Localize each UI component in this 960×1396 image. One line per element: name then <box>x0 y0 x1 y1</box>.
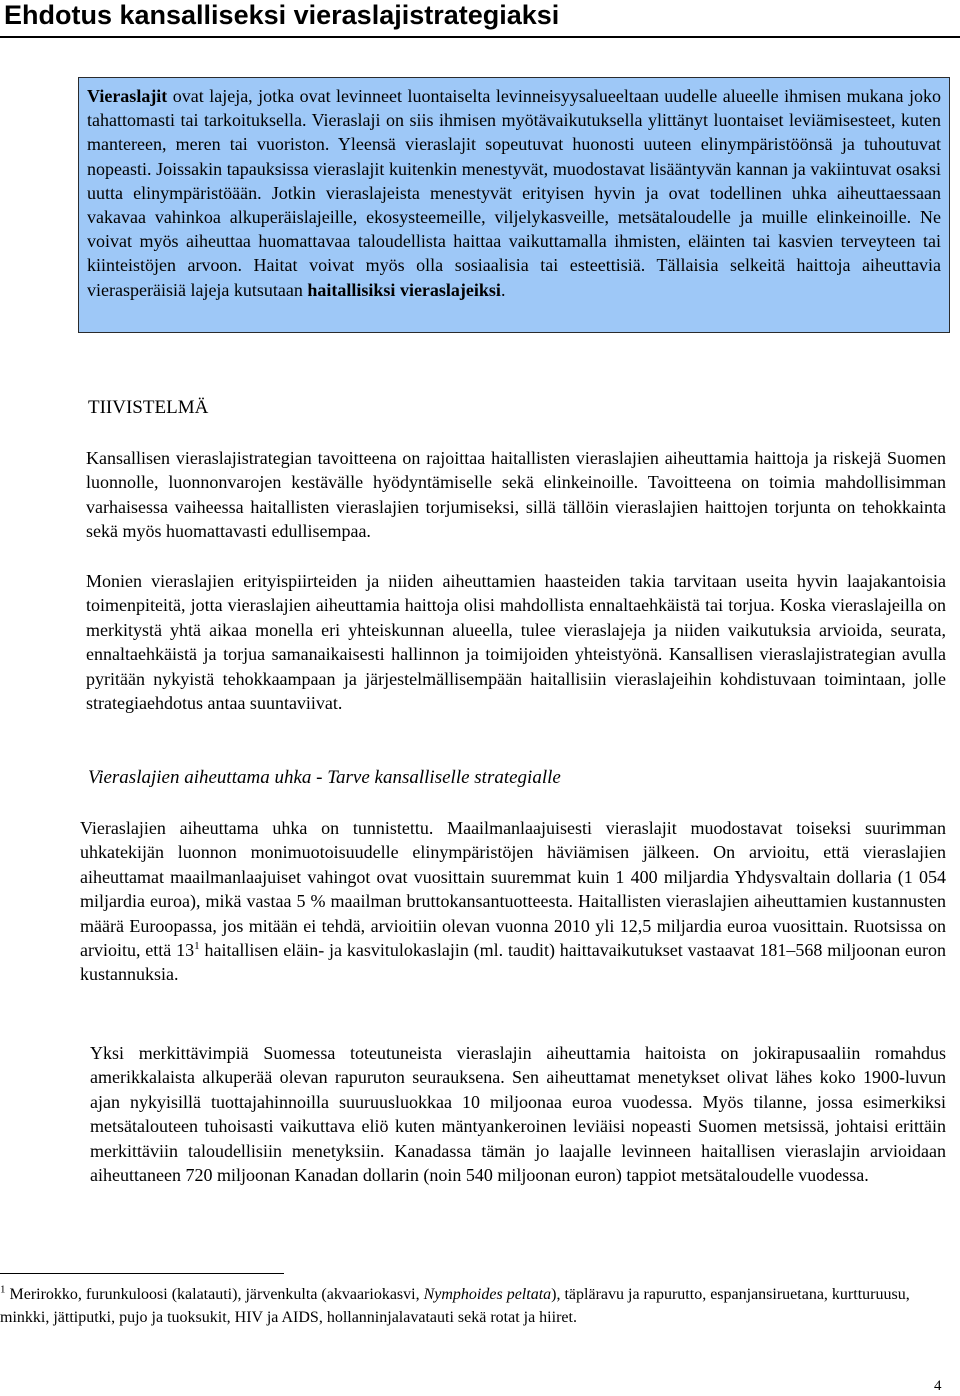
definition-bold-end: haitallisiksi vieraslajeiksi <box>307 279 501 300</box>
summary-heading: TIIVISTELMÄ <box>88 397 209 418</box>
example-paragraph: Yksi merkittävimpiä Suomessa toteutuneista vieraslajin aiheuttamia haitoista on jokirapusaaliin romahdus amerikkalaista alkuperää olevan rapuruton seurauksena. Sen aiheuttamat menetykset olivat lähes koko 1900-luvun ajan nykyisillä tuottajahinnoilla suuruusluokkaa 10 miljoonaa euroa vuodessa. Myös tilanne, jossa esimerkiksi metsätalouteen tuhoisasti vaikuttava eliö kuten mäntyankeroinen leviäisi nopeasti Suomen metsissä, johtaisi erittäin merkittäviin taloudellisiin menetyksiin. Kanadassa tämän jo laajalle levinneen haitallisen vieraslajin arvioidaan aiheuttaneen 720 miljoonan Kanadan dollarin (noin 540 miljoonan euron) tappiot metsätaloudelle vuodessa. <box>90 1043 946 1186</box>
definition-box <box>78 77 950 333</box>
threat-text-a: Vieraslajien aiheuttama uhka on tunnistettu. Maailmanlaajuisesti vieraslajit muodostavat toiseksi suurimman uhkatekijän luonnon monimuotoisuudelle elinympäristöjen häviämisen jälkeen. On arvioitu, että vieraslajien aiheuttamat maailmanlaajuiset vahingot ovat vuosittain suuremmat kuin 1 400 miljardia Yhdysvaltain dollaria (1 054 miljardia euroa), mikä vastaa 5 % maailman bruttokansantuotteesta. Haitallisten vieraslajien aiheuttamien kustannusten määrä Euroopassa, jos mitään ei tehdä, arvioitiin olevan vuonna 2010 yli 12,5 miljardia euroa vuosittain. Ruotsissa on arvioitu, että 13 <box>80 818 946 961</box>
footnote-separator <box>0 1273 284 1274</box>
footnote-reference[interactable]: 1 <box>194 940 200 953</box>
threat-paragraph <box>80 816 946 987</box>
page-title: Ehdotus kansalliseksi vieraslajistrategiaksi <box>4 0 560 30</box>
footnote-text-a: Merirokko, furunkuloosi (kalatauti), järvenkulta (akvaariokasvi, <box>5 1286 424 1303</box>
summary-paragraph-2: Monien vieraslajien erityispiirteiden ja niiden aiheuttamien haasteiden takia tarvitaan useita hyvin laajakantoisia toimenpiteitä, jotta vieraslajien aiheuttamia haittoja olisi mahdollista ennaltaehkäistä tai torjua. Koska vieraslajeilla on merkitystä yhtä aikaa monella eri yhteiskunnan alueella, tulee vieraslajeja ja niiden vaikutuksia arvioida, seurata, ennaltaehkäistä ja torjua samanaikaisesti hallinnon ja toimijoiden yhteistyönä. Kansallisen vieraslajistrategian avulla pyritään nykyistä tehokkaampaan ja järjestelmällisempään haitallisiin vieraslajeihin kohdistuvaan toimintaan, jolle strategiaehdotus antaa suuntaviivat. <box>86 571 946 714</box>
definition-body: ovat lajeja, jotka ovat levinneet luontaiselta levinneisyysalueeltaan uudelle alueelle ihmisen mukana joko tahattomasti tai tarkoituksella. Vieraslaji on siis ihmisen myötävaikutuksella ylittänyt luontaiset leviämisesteet, kuten mantereen, meren tai vuoriston. Yleensä vieraslajit sopeutuvat huonosti uuteen elinympäristöönsä ja tuhoutuvat nopeasti. Joissakin tapauksissa vieraslajit kuitenkin menestyvät, muodostavat lisääntyvän kannan ja vakiintuvat osaksi uutta elinympäristöään. Jotkin vieraslajeista menestyvät erityisen hyvin ja ovat todellinen uhka aiheuttaessaan vakavaa vahinkoa alkuperäislajeille, ekosysteemeille, viljelykasveille, metsätaloudelle ja muille elinkeinoille. Ne voivat myös aiheuttaa huomattavaa taloudellista haittaa vaikuttamalla ihmisten, eläinten tai kasvien terveyteen tai kiinteistöjen arvoon. Haitat voivat myös olla sosiaalisia tai esteettisiä. Tällaisia selkeitä haittoja aiheuttavia vierasperäisiä lajeja kutsutaan <box>87 86 941 300</box>
footnote <box>0 1283 920 1329</box>
definition-text <box>79 78 949 302</box>
title-underline <box>0 36 960 38</box>
footnote-text-b: ), täpläravu ja rapurutto, espanjansiruetana, kurtturuusu, minkki, jättiputki, pujo ja tuoksukit, HIV ja AIDS, hollanninjalavatauti sekä rotat ja hiiret. <box>0 1286 910 1326</box>
definition-end: . <box>500 279 506 300</box>
section-subheading: Vieraslajien aiheuttama uhka - Tarve kansalliselle strategialle <box>88 767 561 788</box>
page-number: 4 <box>934 1378 942 1394</box>
footnote-marker: 1 <box>0 1283 6 1296</box>
definition-bold-start: Vieraslajit <box>87 86 168 106</box>
threat-text-b: haitallisen eläin- ja kasvitulokaslajin (ml. taudit) haittavaikutukset vastaavat 181–568 miljoonan euron kustannuksia. <box>80 940 946 985</box>
footnote-species-name: Nymphoides peltata <box>423 1286 552 1303</box>
summary-paragraph-1: Kansallisen vieraslajistrategian tavoitteena on rajoittaa haitallisten vieraslajien aiheuttamia haittoja ja riskejä Suomen luonnolle, luonnonvarojen kestävälle hyödyntämiselle sekä elinkeinoille. Tavoitteena on toimia mahdollisimman varhaisessa vaiheessa haitallisten vieraslajien torjumiseksi, sillä tällöin vieraslajien haittojen torjunta on tehokkainta sekä myös huomattavasti edullisempaa. <box>86 448 946 542</box>
